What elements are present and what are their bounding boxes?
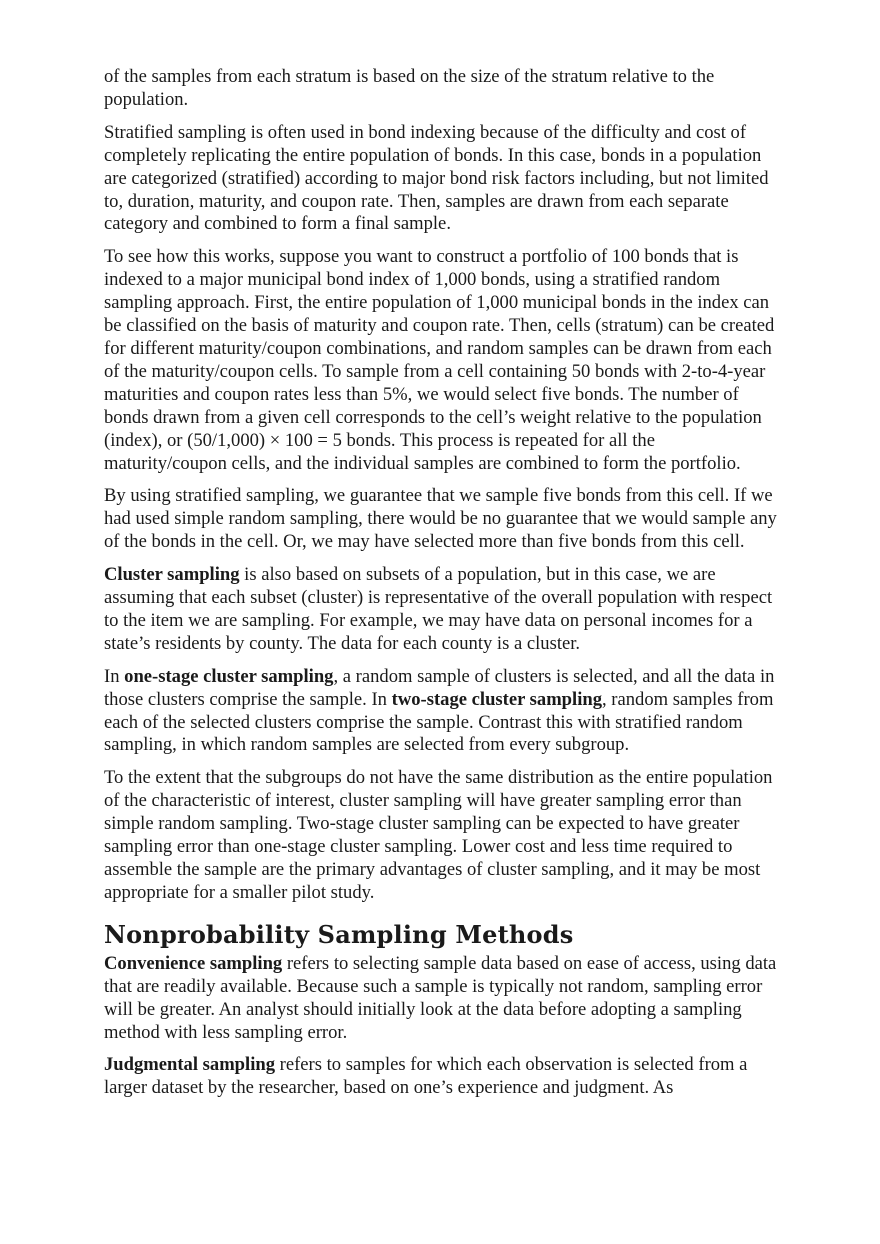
- term-two-stage: two-stage cluster sampling: [391, 688, 602, 710]
- term-cluster-sampling: Cluster sampling: [104, 564, 240, 586]
- term-one-stage: one-stage cluster sampling: [124, 665, 334, 687]
- paragraph-text: By using stratified sampling, we guarantee that we sample five bonds from this cell. If we had used simple random sampling, there would be no guarantee that we would sample any of the bonds in the cell. Or, we may have selected more than five bonds from this cell.: [104, 485, 777, 553]
- paragraph-text: To the extent that the subgroups do not have the same distribution as the entire population of the characteristic of interest, cluster sampling will have greater sampling error than simple random sampling. Two-stage cluster sampling can be expected to have greater sampling error than one-stage cluster sampling. Lower cost and less time required to assemble the sample are the primary advantages of cluster sampling, and it may be most appropriate for a smaller pilot study.: [104, 767, 773, 903]
- paragraph-portfolio-example: [104, 246, 778, 475]
- paragraph-cluster-sampling: [104, 564, 778, 656]
- paragraph-text: In: [104, 665, 125, 687]
- paragraph-text: of the samples from each stratum is based on the size of the stratum relative to the population.: [104, 66, 715, 110]
- paragraph-guarantee: [104, 485, 778, 554]
- paragraph-text: , random samples from each of the selected clusters comprise the sample. Contrast this with stratified random sampling, in which random samples are selected from every subgroup.: [104, 688, 774, 756]
- paragraph-stage-cluster: [104, 666, 778, 758]
- document-page: [104, 66, 778, 1110]
- paragraph-text: refers to selecting sample data based on ease of access, using data that are readily available. Because such a sample is typically not random, sampling error will be greater. An analyst should initially look at the data before adopting a sampling method with less sampling error.: [104, 952, 777, 1043]
- paragraph-convenience: [104, 953, 778, 1045]
- paragraph-text: is also based on subsets of a population, but in this case, we are assuming that each subset (cluster) is representative of the overall population with respect to the item we are sampling. For example, we may have data on personal incomes for a state’s residents by county. The data for each county is a cluster.: [104, 564, 773, 654]
- paragraph-stratum-size: [104, 66, 778, 112]
- term-judgmental-sampling: Judgmental sampling: [104, 1054, 275, 1076]
- paragraph-text: refers to samples for which each observation is selected from a larger dataset by the researcher, based on one’s experience and judgment. As: [104, 1054, 748, 1099]
- paragraph-text: To see how this works, suppose you want to construct a portfolio of 100 bonds that is indexed to a major municipal bond index of 1,000 bonds, using a stratified random sampling approach. First, the entire population of 1,000 municipal bonds in the index can be classified on the basis of maturity and coupon rate. Then, cells (stratum) can be created for different maturity/coupon combinations, and random samples can be drawn from each of the maturity/coupon cells. To sample from a cell containing 50 bonds with 2-to-4-year maturities and coupon rates less than 5%, we would select five bonds. The number of bonds drawn from a given cell corresponds to the cell’s weight relative to the population (index), or (50/1,000) × 100 = 5 bonds. This process is repeated for all the maturity/coupon cells, and the individual samples are combined to form the portfolio.: [104, 246, 775, 474]
- term-convenience-sampling: Convenience sampling: [104, 952, 283, 974]
- paragraph-bond-indexing: [104, 122, 778, 237]
- section-heading: Nonprobability Sampling Methods: [104, 919, 574, 949]
- paragraph-text: Stratified sampling is often used in bond indexing because of the difficulty and cost of completely replicating the entire population of bonds. In this case, bonds in a population are categorized (stratified) according to major bond risk factors including, but not limited to, duration, maturity, and coupon rate. Then, samples are drawn from each separate category and combined to form a final sample.: [104, 121, 769, 235]
- paragraph-sampling-error: [104, 767, 778, 904]
- paragraph-text: , a random sample of clusters is selected, and all the data in those clusters comprise the sample. In: [104, 665, 775, 710]
- paragraph-judgmental: [104, 1054, 778, 1100]
